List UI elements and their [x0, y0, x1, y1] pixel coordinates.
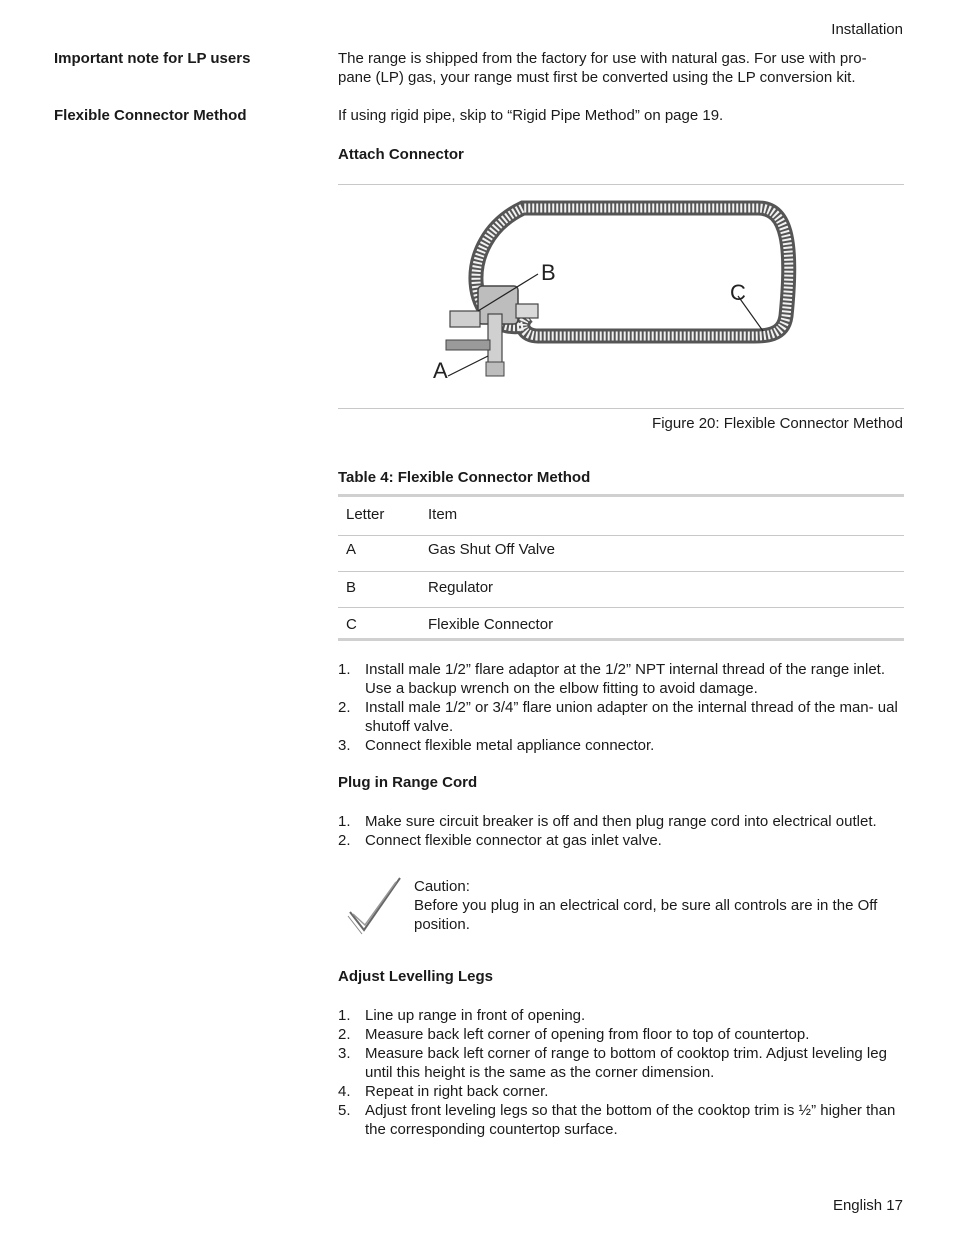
figure-bottom-rule	[338, 408, 904, 409]
page-footer: English 17	[832, 1197, 903, 1214]
row-item: Gas Shut Off Valve	[428, 541, 556, 558]
label-a: A	[433, 358, 448, 383]
row-letter: A	[346, 541, 357, 558]
col-letter-header: Letter	[346, 506, 385, 523]
list-item: 4. Repeat in right back corner.	[338, 1083, 549, 1100]
list-item: 1. Install male 1/2” flare adaptor at the 1/2” NPT internal thread of the range inlet. Use a backup wrench on the elbow fitting to avoid damage.	[338, 661, 886, 697]
list-item: 2. Install male 1/2” or 3/4” flare union adapter on the internal thread of the man- ual shutoff valve.	[338, 699, 898, 735]
table-bottom-rule	[338, 638, 904, 641]
regulator-fitting	[516, 304, 538, 318]
valve-nut	[486, 362, 504, 376]
list-item: 2. Connect flexible connector at gas inlet valve.	[338, 832, 662, 849]
table-row	[338, 533, 904, 568]
list-item: 1. Make sure circuit breaker is off and then plug range cord into electrical outlet.	[338, 813, 877, 830]
flex-method-heading: Flexible Connector Method	[54, 107, 247, 124]
levelling-legs-heading: Adjust Levelling Legs	[338, 968, 494, 985]
list-item: 3. Measure back left corner of range to bottom of cooktop trim. Adjust leveling leg until this height is the same as the corner dimension.	[338, 1045, 887, 1081]
attach-connector-heading: Attach Connector	[338, 146, 464, 163]
plug-steps	[338, 812, 904, 850]
lp-note-text: The range is shipped from the factory for use with natural gas. For use with pro- pane (LP) gas, your range must first be converted using the LP conversion kit.	[338, 50, 867, 86]
flexible-connector-figure	[338, 186, 904, 408]
caution-title: Caution:	[414, 878, 470, 895]
checkmark-icon	[344, 872, 406, 936]
figure-top-rule	[338, 184, 904, 185]
caution-note	[414, 877, 894, 934]
leader-line-a	[448, 356, 488, 376]
flex-method-text: If using rigid pipe, skip to “Rigid Pipe Method” on page 19.	[338, 107, 724, 124]
valve-stem	[488, 314, 502, 364]
plug-steps-list	[338, 812, 904, 850]
list-item: 3. Connect flexible metal appliance connector.	[338, 737, 655, 754]
row-letter: C	[346, 616, 357, 633]
inlet-fitting	[450, 311, 480, 327]
row-item: Regulator	[428, 579, 494, 596]
levelling-steps-list	[338, 1006, 904, 1139]
attach-steps-list	[338, 660, 904, 755]
label-b: B	[541, 260, 556, 285]
table-top-rule	[338, 494, 904, 497]
table-row	[338, 571, 904, 606]
table-title: Table 4: Flexible Connector Method	[338, 469, 591, 486]
lp-note-heading: Important note for LP users	[54, 50, 251, 67]
plug-cord-heading: Plug in Range Cord	[338, 774, 478, 791]
levelling-steps	[338, 1006, 904, 1139]
running-header: Installation	[831, 21, 903, 38]
figure-caption: Figure 20: Flexible Connector Method	[652, 415, 903, 432]
list-item: 1. Line up range in front of opening.	[338, 1007, 586, 1024]
table-header-row	[338, 498, 904, 533]
shutoff-handle	[446, 340, 490, 350]
row-item: Flexible Connector	[428, 616, 554, 633]
list-item: 5. Adjust front leveling legs so that the bottom of the cooktop trim is ½” higher than the corresponding countertop surface.	[338, 1102, 896, 1138]
col-item-header: Item	[428, 506, 458, 523]
list-item: 2. Measure back left corner of opening from floor to top of countertop.	[338, 1026, 810, 1043]
connector-illustration	[338, 186, 904, 408]
attach-steps	[338, 660, 904, 755]
row-letter: B	[346, 579, 357, 596]
label-c: C	[730, 280, 746, 305]
caution-text: Before you plug in an electrical cord, be sure all controls are in the Off position.	[414, 897, 878, 933]
